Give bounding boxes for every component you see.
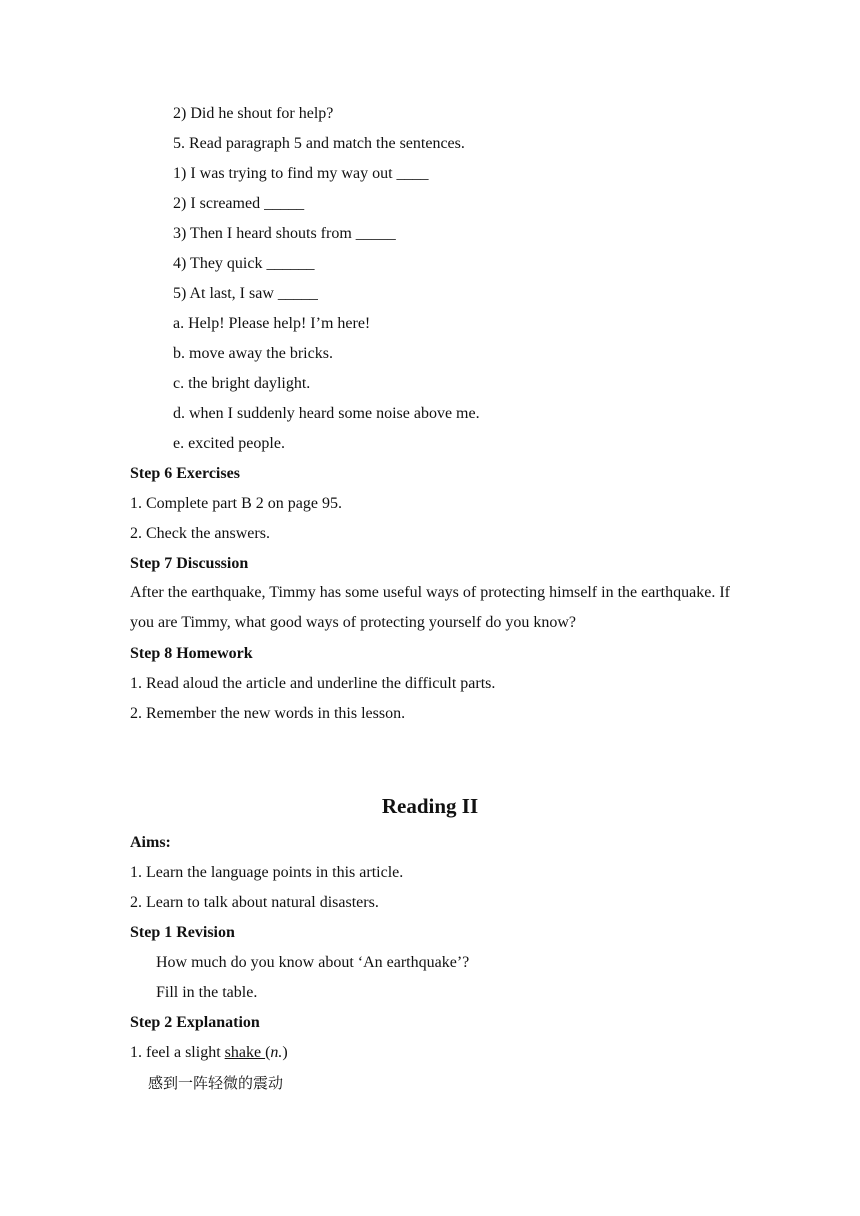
match-option: b. move away the bricks. <box>173 345 333 362</box>
step6-line: 1. Complete part B 2 on page 95. <box>130 495 342 512</box>
step6-heading: Step 6 Exercises <box>130 465 240 482</box>
match-option: e. excited people. <box>173 435 285 452</box>
step8-heading: Step 8 Homework <box>130 645 253 662</box>
match-item: 1) I was trying to find my way out ____ <box>173 165 429 182</box>
match-option: a. Help! Please help! I’m here! <box>173 315 371 332</box>
match-option: d. when I suddenly heard some noise above me. <box>173 405 480 422</box>
step1-line: How much do you know about ‘An earthquake’? <box>156 954 470 971</box>
step7-heading: Step 7 Discussion <box>130 555 249 572</box>
match-item: 4) They quick ______ <box>173 255 315 272</box>
match-item: 2) I screamed _____ <box>173 195 305 212</box>
paren-close: ) <box>282 1044 288 1061</box>
aims-heading: Aims: <box>130 834 171 851</box>
match-item: 3) Then I heard shouts from _____ <box>173 225 396 242</box>
step6-line: 2. Check the answers. <box>130 525 270 542</box>
paren-open: ( <box>265 1044 271 1061</box>
step2-heading: Step 2 Explanation <box>130 1014 260 1031</box>
question-2: 2) Did he shout for help? <box>173 105 334 122</box>
section-title: Reading II <box>381 794 479 818</box>
part-of-speech: n. <box>270 1044 283 1061</box>
step1-heading: Step 1 Revision <box>130 924 235 941</box>
step8-line: 2. Remember the new words in this lesson. <box>130 705 406 722</box>
explanation-item-1 <box>130 1043 288 1063</box>
aim-item: 1. Learn the language points in this article. <box>130 864 404 881</box>
chinese-translation: 感到一阵轻微的震动 <box>148 1074 284 1092</box>
match-item: 5) At last, I saw _____ <box>173 285 318 302</box>
explanation-phrase: 1. feel a slight <box>130 1044 225 1061</box>
match-instruction: 5. Read paragraph 5 and match the sentences. <box>173 135 465 152</box>
match-option: c. the bright daylight. <box>173 375 311 392</box>
step8-line: 1. Read aloud the article and underline the difficult parts. <box>130 675 496 692</box>
step1-line: Fill in the table. <box>156 984 258 1001</box>
step7-paragraph: After the earthquake, Timmy has some useful ways of protecting himself in the earthquake. If you are Timmy, what good ways of protecting yourself do you know? <box>130 584 730 631</box>
underlined-word: shake <box>224 1044 266 1061</box>
aim-item: 2. Learn to talk about natural disasters. <box>130 894 379 911</box>
